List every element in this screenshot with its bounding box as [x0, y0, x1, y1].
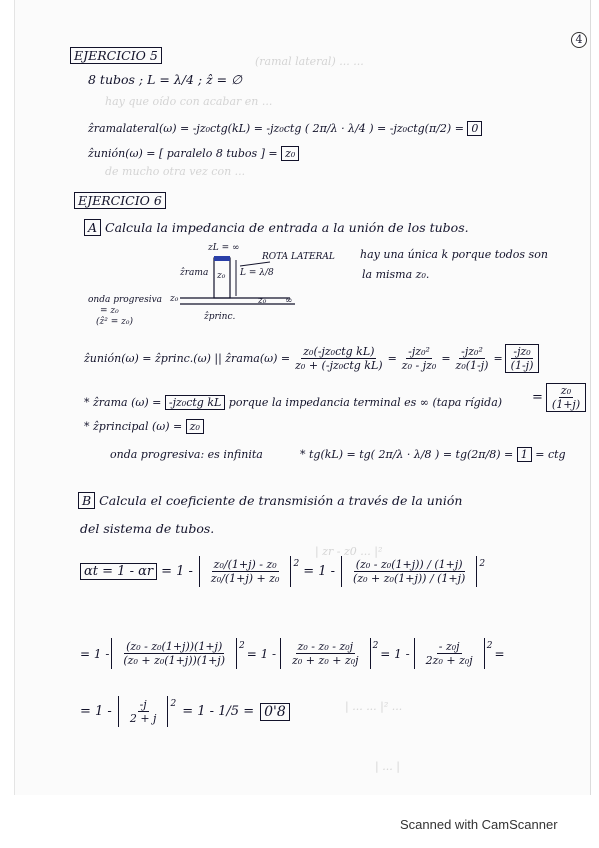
- pointer-arrow: [240, 262, 270, 266]
- scanner-watermark: Scanned with CamScanner: [400, 817, 558, 832]
- transmission-equation-1: αt = 1 - αr = 1 - $\frac{\text{z₀/(1+j) - z₀}}{\text{z₀/(1+j) + z₀}}$ 2 = 1 - $\frac{\text{(z₀ - z₀(1+j)) / (1+j)}}{\text{(z₀ + z₀(1+j)) / (1+j)}}$ 2: [80, 556, 485, 587]
- diag-zz2: (ẑ² = z₀): [96, 317, 133, 327]
- ex5-heading: EJERCICIO 5: [70, 47, 162, 64]
- rigid-cap: [214, 256, 230, 261]
- transmission-answer: 0'8: [260, 703, 290, 721]
- ex5-line2: ẑramalateral(ω) = -jz₀ctg(kL) = -jz₀ctg ( 2π/λ · λ/4 ) = -jz₀ctg(π/2) =: [88, 122, 464, 135]
- scanned-page: hay que oído con acabar en ... de mucho otra vez con ... (ramal lateral) ... ... | zr - z0 ... |² | ... ... |² ... | ... |: [14, 0, 591, 795]
- part-b-text-2: del sistema de tubos.: [80, 521, 215, 536]
- progressive-wave-note: onda progresiva: es infinita: [110, 448, 263, 461]
- side-note-1: hay una única k porque todos son: [360, 248, 548, 261]
- diag-z0-main-left: z₀: [170, 294, 179, 304]
- tan-kl-equation: * tg(kL) = tg( 2π/λ · λ/8 ) = tg(2π/8) =: [300, 448, 514, 461]
- main-impedance-value: z₀: [186, 419, 204, 434]
- ex5-line3: ẑunión(ω) = [ paralelo 8 tubos ] =: [88, 147, 278, 160]
- diag-zl: zL = ∞: [208, 243, 240, 253]
- diag-l8: L = λ/8: [240, 268, 274, 278]
- diag-zz: = z₀: [100, 306, 119, 316]
- part-b-label: B: [78, 492, 95, 509]
- diag-infinity: ∞: [285, 296, 293, 306]
- branch-impedance-reason: porque la impedancia terminal es ∞ (tapa rígida): [228, 396, 503, 409]
- ex5-answer-1: 0: [467, 121, 482, 136]
- part-b-text-1: Calcula el coeficiente de transmisión a través de la unión: [99, 493, 463, 508]
- junction-impedance-equation: ẑunión(ω) = ẑprinc.(ω) || ẑrama(ω) = $\frac{\text{z₀(-jz₀ctg kL)}}{\text{z₀ + (-jz₀ctg kL)}}$ = $\frac{\text{-jz₀²}}{\text{z₀ - jz₀}}$ = $\frac{\text{-jz₀²}}{\text{z₀(1-j)}}$ = $\frac{\text{-jz₀}}{(1-j)}$: [84, 344, 542, 373]
- ex6-heading: EJERCICIO 6: [74, 192, 166, 209]
- diag-zrama: ẑrama: [180, 268, 209, 278]
- part-a-label: A: [84, 219, 101, 236]
- page-number: 4: [571, 32, 587, 48]
- branch-impedance-value: -jz₀ctg kL: [165, 395, 225, 410]
- side-note-2: la misma z₀.: [362, 268, 430, 281]
- ex5-answer-2: z₀: [281, 146, 299, 161]
- branch-impedance-label: * ẑrama (ω) =: [84, 396, 162, 409]
- tan-kl-value: 1: [517, 447, 532, 462]
- diag-rama-label: ROTA LATERAL: [262, 252, 335, 262]
- transmission-equation-2: = 1 - $\frac{\text{(z₀ - z₀(1+j))(1+j)}}{\text{(z₀ + z₀(1+j))(1+j)}}$ 2 = 1 - $\frac{\text{z₀ - z₀ - z₀j}}{\text{z₀ + z₀ + z₀j}}$ 2 = 1 - $\frac{\text{- z₀j}}{\text{2z₀ + z₀j}}$ 2 =: [80, 640, 505, 667]
- ex5-line1: 8 tubos ; L = λ/4 ; ẑ = ∅: [88, 72, 242, 87]
- junction-impedance-result: = $\frac{\text{z₀}}{(1+j)}$: [532, 383, 589, 412]
- diag-z0-main-right: z₀: [258, 296, 267, 306]
- diag-zprinc: ẑprinc.: [204, 312, 236, 322]
- diag-z0-branch: z₀: [217, 271, 226, 281]
- diag-onda: onda progresiva: [88, 295, 163, 305]
- transmission-equation-3: = 1 - $\frac{-j}{2 + j}$ 2 = 1 - 1/5 = 0'8: [80, 696, 290, 727]
- tan-kl-end: = ctg: [535, 448, 566, 461]
- main-impedance-label: * ẑprincipal (ω) =: [84, 420, 183, 433]
- part-a-text: Calcula la impedancia de entrada a la unión de los tubos.: [105, 220, 469, 235]
